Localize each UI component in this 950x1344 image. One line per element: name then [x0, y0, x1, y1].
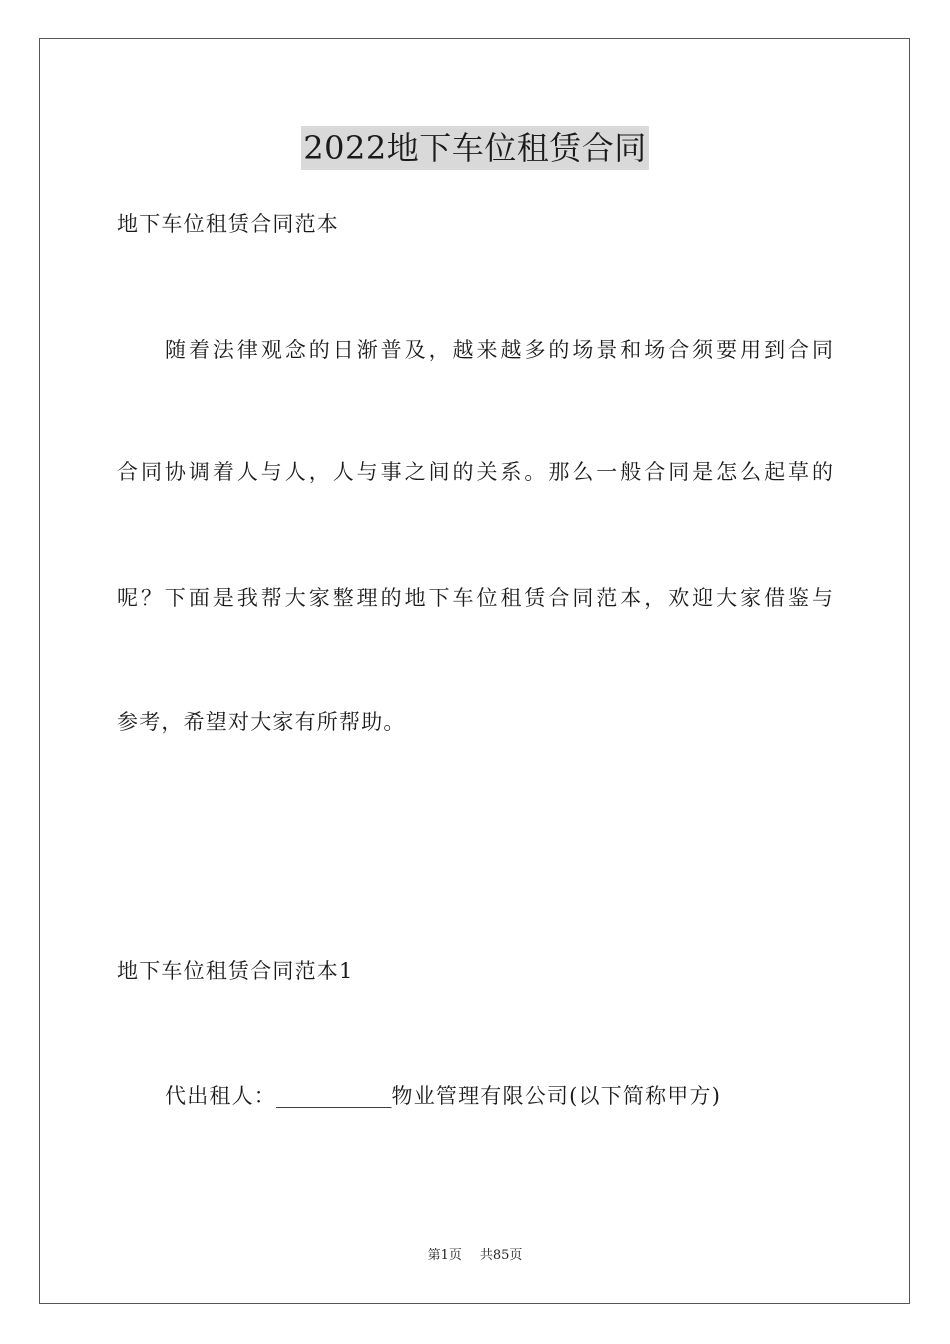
page-number: 第1页: [427, 1248, 462, 1263]
document-subtitle: 地下车位租赁合同范本: [117, 212, 339, 236]
page-footer: [0, 1247, 950, 1265]
page-total: 共85页: [479, 1248, 523, 1263]
intro-line-2: 合同协调着人与人，人与事之间的关系。那么一般合同是怎么起草的: [117, 460, 833, 484]
intro-line-1: 随着法律观念的日渐普及，越来越多的场景和场合须要用到合同: [165, 338, 833, 362]
lessor-label: 代出租人：: [165, 1084, 276, 1108]
lessor-blank: ___________: [276, 1084, 392, 1108]
title-wrap: [0, 126, 950, 170]
section-heading: 地下车位租赁合同范本1: [117, 959, 354, 983]
lessor-rest: 物业管理有限公司(以下简称甲方): [391, 1084, 722, 1108]
lessor-line: [165, 1081, 721, 1111]
intro-line-3: 呢？下面是我帮大家整理的地下车位租赁合同范本，欢迎大家借鉴与: [117, 586, 833, 610]
document-title: 2022地下车位租赁合同: [301, 126, 648, 170]
intro-line-4: 参考，希望对大家有所帮助。: [117, 710, 406, 734]
